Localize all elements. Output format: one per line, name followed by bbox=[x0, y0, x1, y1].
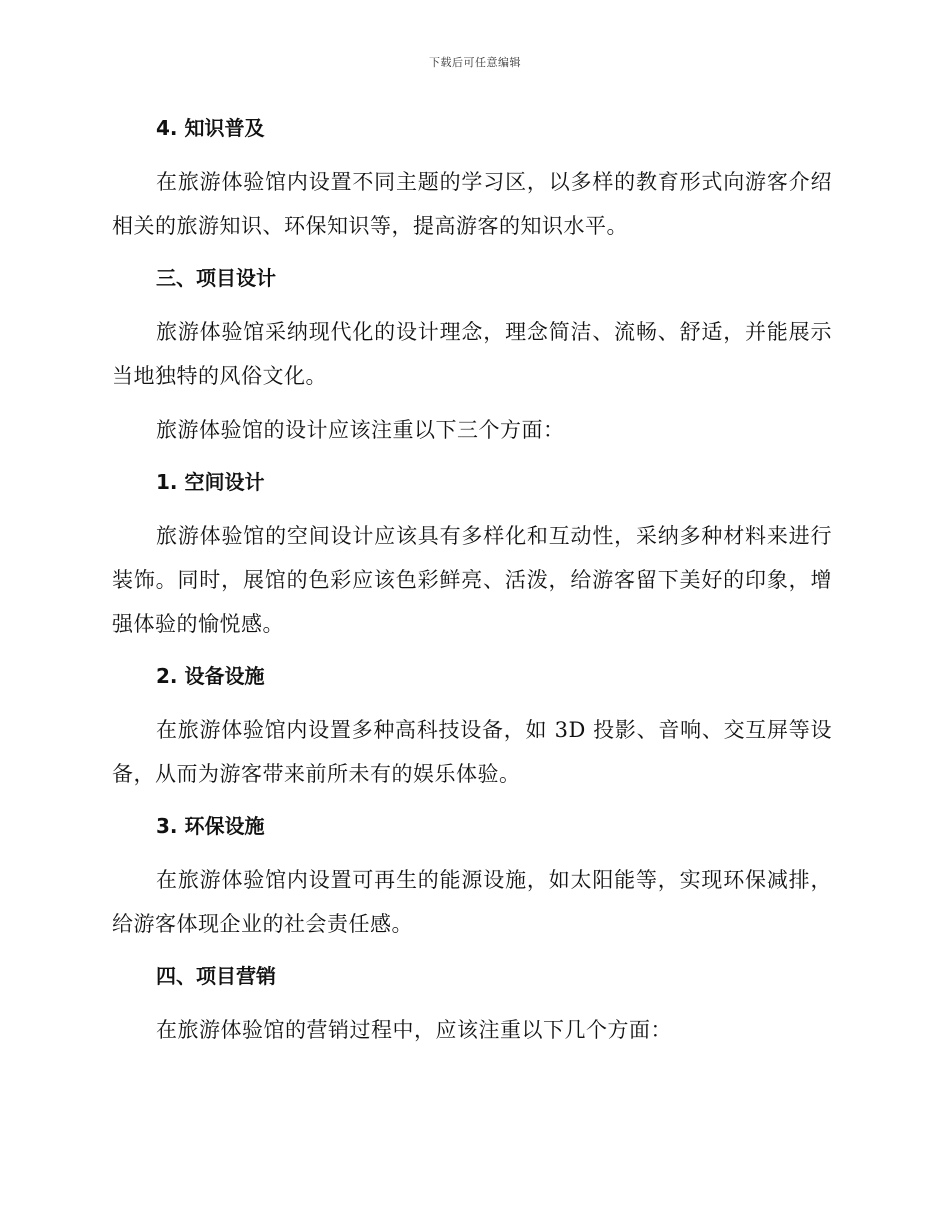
paragraph-design-concept: 旅游体验馆采纳现代化的设计理念，理念简洁、流畅、舒适，并能展示当地独特的风俗文化。 bbox=[112, 320, 832, 388]
section-heading-project-design: 三、项目设计 bbox=[156, 266, 276, 290]
document-body bbox=[112, 108, 832, 1062]
section-heading-eco-facilities: 3. 环保设施 bbox=[156, 814, 265, 838]
paragraph-space-design: 旅游体验馆的空间设计应该具有多样化和互动性，采纳多种材料来进行装饰。同时，展馆的色彩应该色彩鲜亮、活泼，给游客留下美好的印象，增强体验的愉悦感。 bbox=[112, 524, 832, 636]
section-heading-space-design: 1. 空间设计 bbox=[156, 470, 265, 494]
paragraph-eco-facilities: 在旅游体验馆内设置可再生的能源设施，如太阳能等，实现环保减排，给游客体现企业的社会责任感。 bbox=[112, 868, 832, 936]
paragraph-design-aspects: 旅游体验馆的设计应该注重以下三个方面： bbox=[156, 418, 565, 442]
section-heading-marketing: 四、项目营销 bbox=[156, 964, 276, 988]
paragraph-knowledge: 在旅游体验馆内设置不同主题的学习区，以多样的教育形式向游客介绍相关的旅游知识、环保知识等，提高游客的知识水平。 bbox=[112, 170, 832, 238]
page-header-note: 下载后可任意编辑 bbox=[429, 56, 521, 69]
section-heading-equipment: 2. 设备设施 bbox=[156, 664, 265, 688]
section-heading-knowledge: 4. 知识普及 bbox=[156, 116, 265, 140]
paragraph-marketing: 在旅游体验馆的营销过程中，应该注重以下几个方面： bbox=[156, 1018, 672, 1042]
paragraph-equipment: 在旅游体验馆内设置多种高科技设备，如 3D 投影、音响、交互屏等设备，从而为游客带来前所未有的娱乐体验。 bbox=[112, 718, 832, 786]
